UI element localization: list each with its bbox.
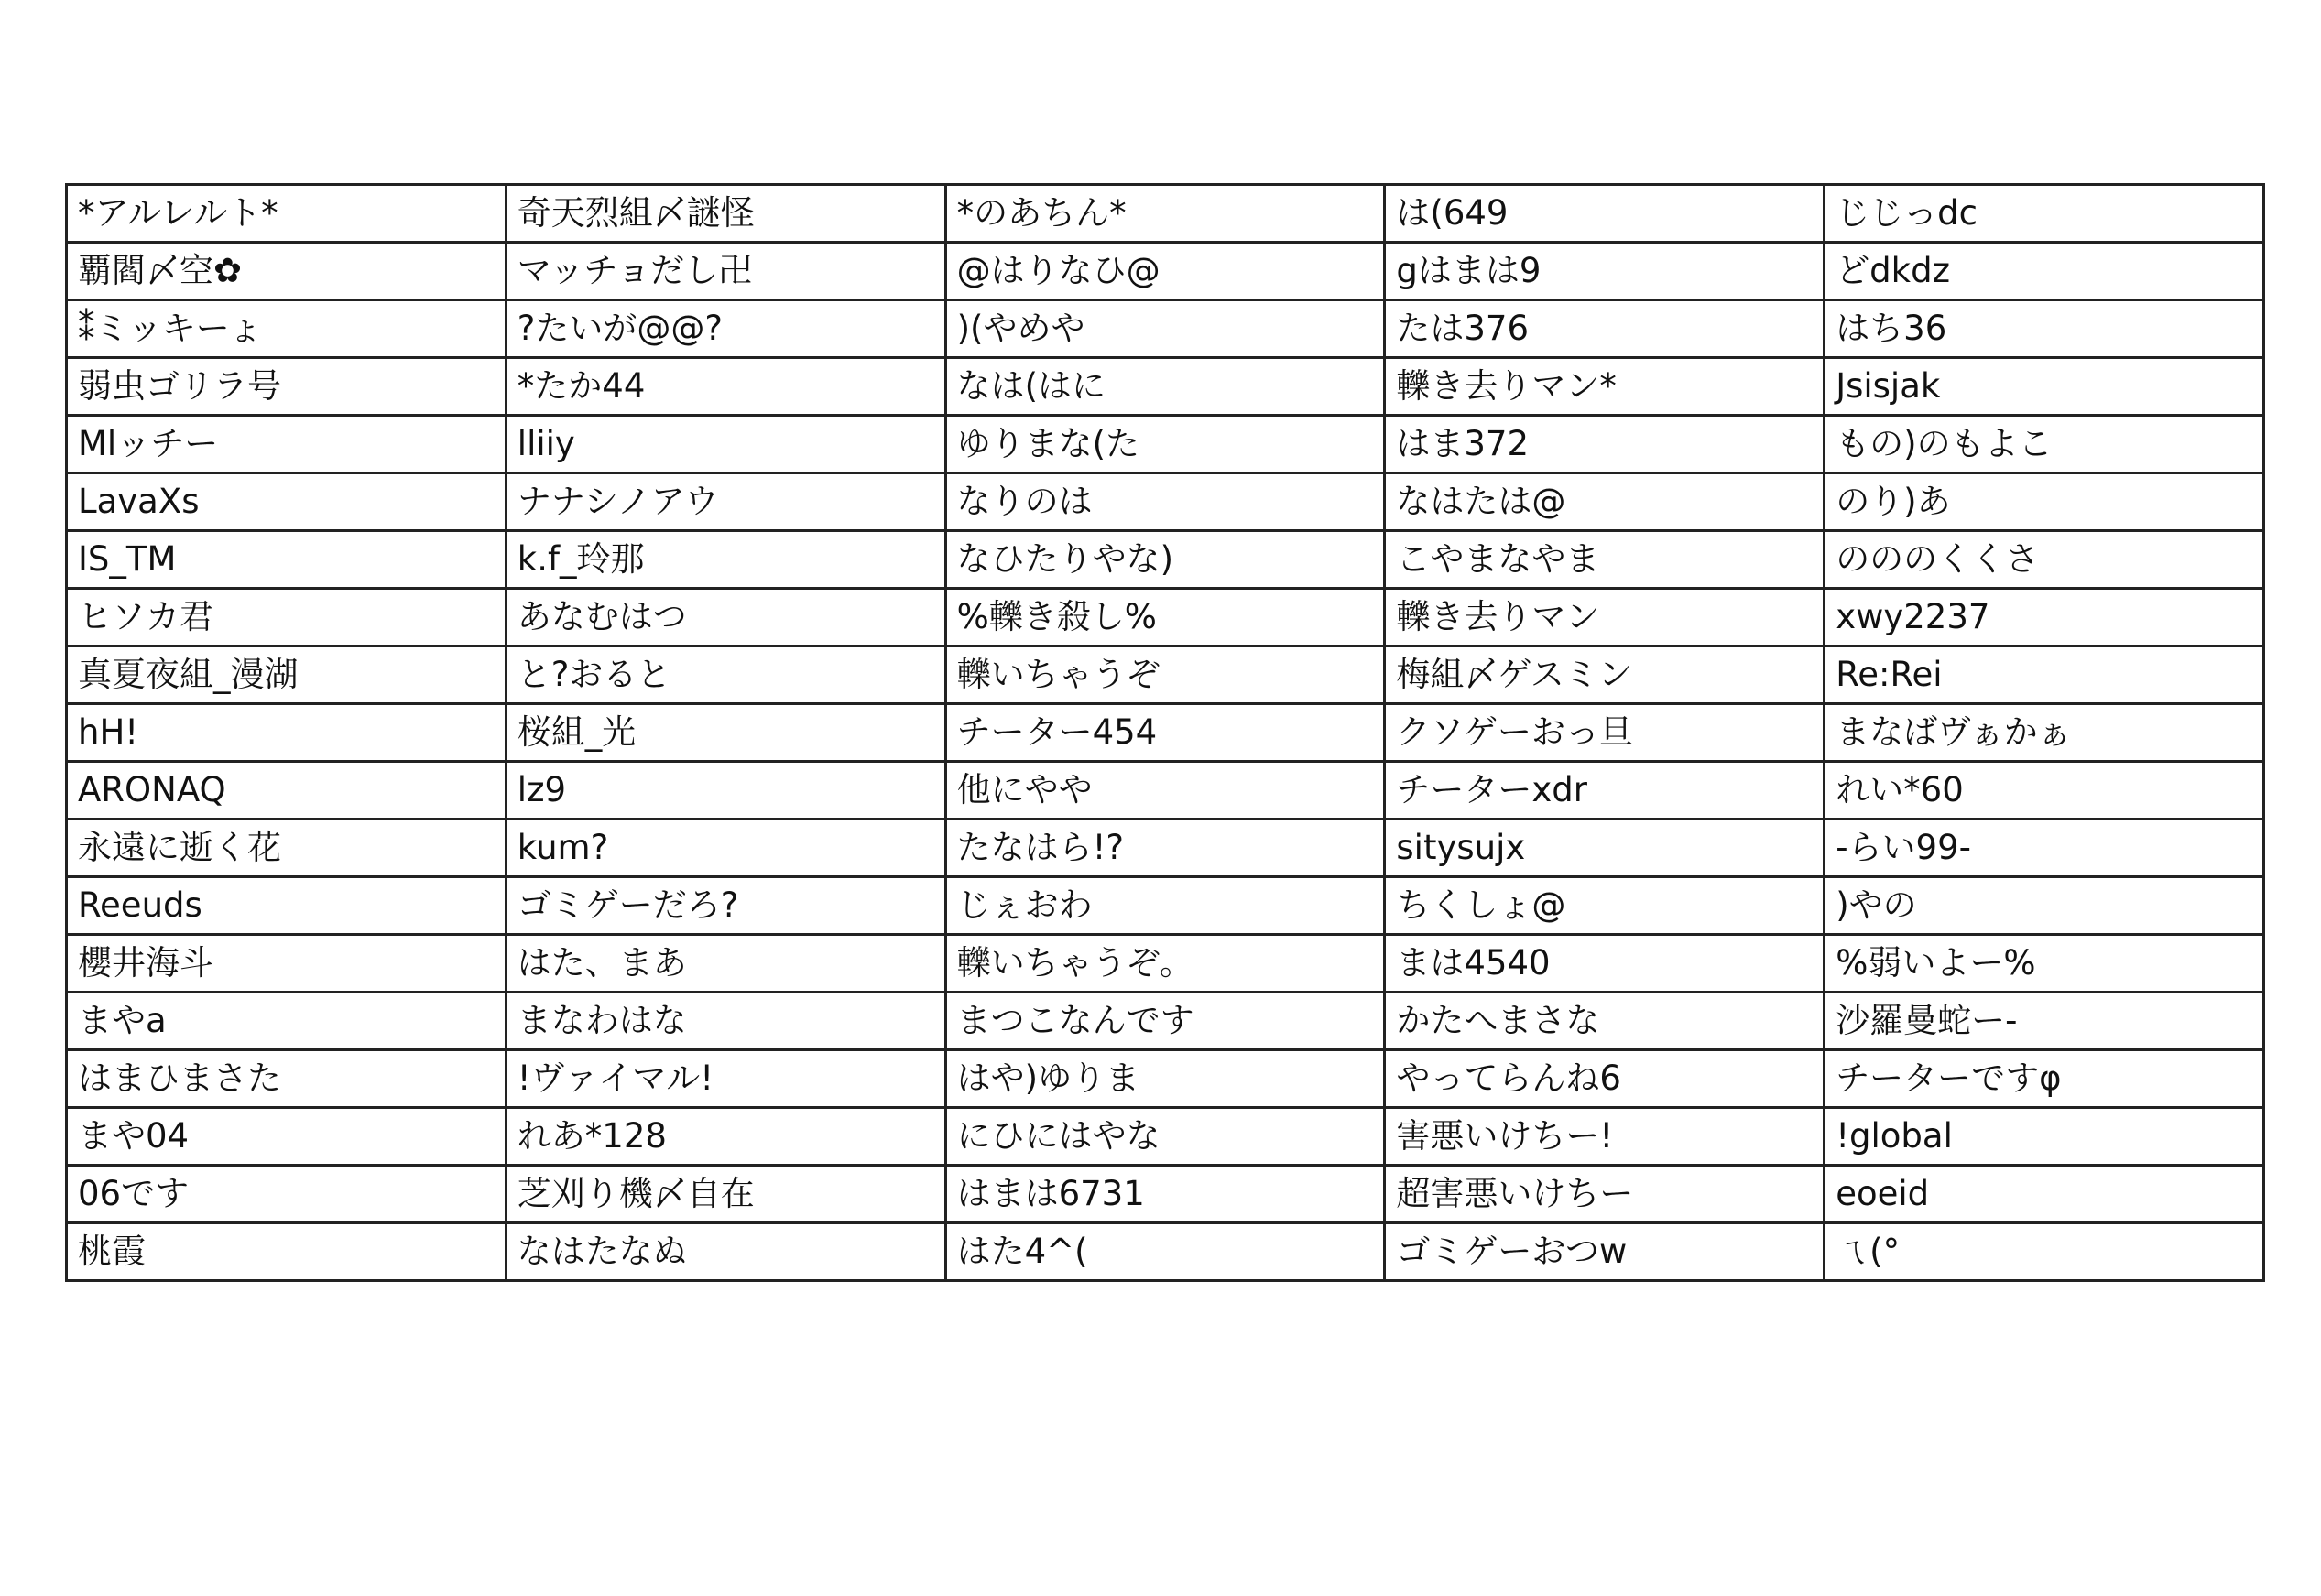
table-cell: Mlッチー bbox=[67, 416, 507, 473]
table-cell: はま372 bbox=[1385, 416, 1825, 473]
table-cell: のり)あ bbox=[1825, 473, 2264, 531]
table-cell: eoeid bbox=[1825, 1166, 2264, 1223]
table-cell: なりのは bbox=[945, 473, 1385, 531]
table-cell: 覇閻〆空✿ bbox=[67, 243, 507, 300]
table-cell: ゆりまな(た bbox=[945, 416, 1385, 473]
table-row bbox=[67, 877, 2264, 935]
table-cell: は(649 bbox=[1385, 185, 1825, 243]
table-cell: こやまなやま bbox=[1385, 531, 1825, 589]
table-cell: ?たいが@@? bbox=[506, 300, 945, 358]
table-cell: ちくしょ@ bbox=[1385, 877, 1825, 935]
table-row bbox=[67, 704, 2264, 762]
table-cell: かたへまさな bbox=[1385, 993, 1825, 1050]
table-cell: ARONAQ bbox=[67, 762, 507, 820]
table-cell: gはまは9 bbox=[1385, 243, 1825, 300]
table-cell: 真夏夜組_漫湖 bbox=[67, 646, 507, 704]
table-cell: もの)のもよこ bbox=[1825, 416, 2264, 473]
table-cell: じじっdc bbox=[1825, 185, 2264, 243]
table-cell: まや04 bbox=[67, 1108, 507, 1166]
table-cell: lliiy bbox=[506, 416, 945, 473]
table-cell: 轢いちゃうぞ bbox=[945, 646, 1385, 704]
table-cell: 沙羅曼蛇ー- bbox=[1825, 993, 2264, 1050]
table-cell: 奇天烈組〆謎怪 bbox=[506, 185, 945, 243]
table-cell: Jsisjak bbox=[1825, 358, 2264, 416]
table-cell: 永遠に逝く花 bbox=[67, 820, 507, 877]
table-cell: 弱虫ゴリラ号 bbox=[67, 358, 507, 416]
table-cell: ナナシノアウ bbox=[506, 473, 945, 531]
table-cell: 轢いちゃうぞ。 bbox=[945, 935, 1385, 993]
table-cell: まなばヴぁかぁ bbox=[1825, 704, 2264, 762]
table-cell: kum? bbox=[506, 820, 945, 877]
table-cell: まつこなんです bbox=[945, 993, 1385, 1050]
table-row bbox=[67, 935, 2264, 993]
table-row bbox=[67, 1166, 2264, 1223]
table-row bbox=[67, 589, 2264, 646]
table-cell: じぇおわ bbox=[945, 877, 1385, 935]
table-cell: はた、まあ bbox=[506, 935, 945, 993]
table-cell: あなむはつ bbox=[506, 589, 945, 646]
table-cell: はや)ゆりま bbox=[945, 1050, 1385, 1108]
table-cell: やってらんね6 bbox=[1385, 1050, 1825, 1108]
table-cell: はまは6731 bbox=[945, 1166, 1385, 1223]
table-cell: *アルレルト* bbox=[67, 185, 507, 243]
table-cell: *たか44 bbox=[506, 358, 945, 416]
table-row bbox=[67, 1050, 2264, 1108]
table-row bbox=[67, 993, 2264, 1050]
table-cell: 06です bbox=[67, 1166, 507, 1223]
table-cell: のののくくさ bbox=[1825, 531, 2264, 589]
table-cell: lz9 bbox=[506, 762, 945, 820]
table-cell: はた4^( bbox=[945, 1223, 1385, 1281]
table-cell: 桜組_光 bbox=[506, 704, 945, 762]
table-cell: %弱いよー% bbox=[1825, 935, 2264, 993]
table-row bbox=[67, 762, 2264, 820]
table-cell: 梅組〆ゲスミン bbox=[1385, 646, 1825, 704]
table-row bbox=[67, 1108, 2264, 1166]
table-cell: チーターxdr bbox=[1385, 762, 1825, 820]
table-cell: LavaXs bbox=[67, 473, 507, 531]
table-cell: ゴミゲーだろ? bbox=[506, 877, 945, 935]
table-cell: 桃霞 bbox=[67, 1223, 507, 1281]
table-cell: クソゲーおっ旦 bbox=[1385, 704, 1825, 762]
table-cell: チーター454 bbox=[945, 704, 1385, 762]
table-cell: IS_TM bbox=[67, 531, 507, 589]
table-cell: 芝刈り機〆自在 bbox=[506, 1166, 945, 1223]
table-cell: なは(はに bbox=[945, 358, 1385, 416]
table-cell: はまひまさた bbox=[67, 1050, 507, 1108]
table-row bbox=[67, 358, 2264, 416]
table-cell: ㄟ(° bbox=[1825, 1223, 2264, 1281]
table-cell: れい*60 bbox=[1825, 762, 2264, 820]
table-cell: たなはら!? bbox=[945, 820, 1385, 877]
table-cell: 害悪いけちー! bbox=[1385, 1108, 1825, 1166]
table-cell: Reeuds bbox=[67, 877, 507, 935]
table-row bbox=[67, 473, 2264, 531]
table-cell: なひたりやな) bbox=[945, 531, 1385, 589]
table-cell: *のあちん* bbox=[945, 185, 1385, 243]
table-cell: にひにはやな bbox=[945, 1108, 1385, 1166]
table-row bbox=[67, 820, 2264, 877]
table-cell: 櫻井海斗 bbox=[67, 935, 507, 993]
table-cell: なはたなぬ bbox=[506, 1223, 945, 1281]
table-row bbox=[67, 243, 2264, 300]
table-cell: -らい99- bbox=[1825, 820, 2264, 877]
table-cell: どdkdz bbox=[1825, 243, 2264, 300]
table-row bbox=[67, 531, 2264, 589]
name-table bbox=[65, 183, 2265, 1282]
table-cell: sitysujx bbox=[1385, 820, 1825, 877]
table-cell: まは4540 bbox=[1385, 935, 1825, 993]
table-cell: チーターですφ bbox=[1825, 1050, 2264, 1108]
table-cell: %轢き殺し% bbox=[945, 589, 1385, 646]
table-cell: ⁑ミッキーょ bbox=[67, 300, 507, 358]
table-cell: ゴミゲーおつw bbox=[1385, 1223, 1825, 1281]
table-cell: たは376 bbox=[1385, 300, 1825, 358]
table-cell: )(やめや bbox=[945, 300, 1385, 358]
table-cell: ヒソカ君 bbox=[67, 589, 507, 646]
table-cell: hH! bbox=[67, 704, 507, 762]
table-cell: まやa bbox=[67, 993, 507, 1050]
table-row bbox=[67, 185, 2264, 243]
table-cell: 轢き去りマン* bbox=[1385, 358, 1825, 416]
table-cell: はち36 bbox=[1825, 300, 2264, 358]
table-cell: )やの bbox=[1825, 877, 2264, 935]
table-row bbox=[67, 1223, 2264, 1281]
table-cell: !global bbox=[1825, 1108, 2264, 1166]
table-cell: xwy2237 bbox=[1825, 589, 2264, 646]
table-cell: 轢き去りマン bbox=[1385, 589, 1825, 646]
table-cell: Re:Rei bbox=[1825, 646, 2264, 704]
table-cell: @はりなひ@ bbox=[945, 243, 1385, 300]
table-cell: 他にやや bbox=[945, 762, 1385, 820]
table-cell: なはたは@ bbox=[1385, 473, 1825, 531]
table-row bbox=[67, 416, 2264, 473]
table-cell: マッチョだし卍 bbox=[506, 243, 945, 300]
table-cell: れあ*128 bbox=[506, 1108, 945, 1166]
table-cell: まなわはな bbox=[506, 993, 945, 1050]
name-table-body bbox=[67, 185, 2264, 1281]
table-row bbox=[67, 300, 2264, 358]
table-cell: k.f_玲那 bbox=[506, 531, 945, 589]
table-cell: !ヴァイマル! bbox=[506, 1050, 945, 1108]
table-cell: 超害悪いけちー bbox=[1385, 1166, 1825, 1223]
table-row bbox=[67, 646, 2264, 704]
table-cell: と?おると bbox=[506, 646, 945, 704]
